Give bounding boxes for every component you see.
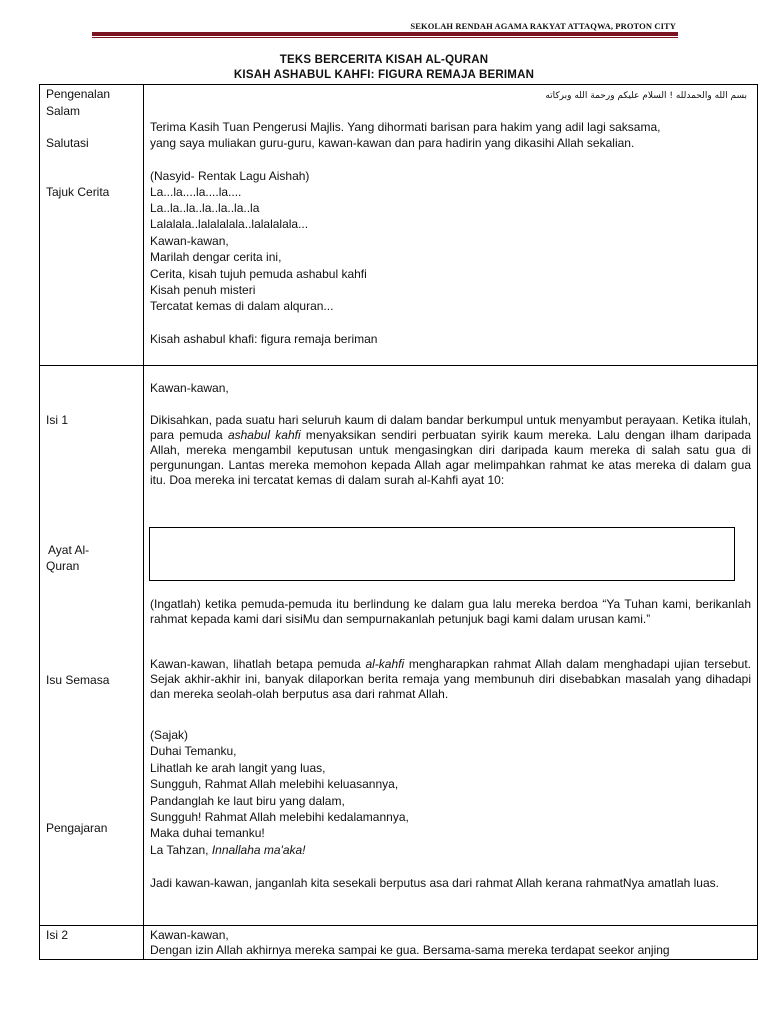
- section-content-intro: [144, 85, 758, 366]
- label-tajuk-cerita: Tajuk Cerita: [46, 185, 110, 199]
- nasyid-line: La..la..la..la..la..la..la: [150, 201, 260, 215]
- sajak-emphasis: Innallaha ma'aka!: [211, 843, 306, 857]
- label-salam: Salam: [46, 104, 81, 118]
- sajak-line: Duhai Temanku,: [150, 744, 237, 758]
- section-labels-isi2: [40, 926, 144, 960]
- sajak-text: La Tahzan,: [150, 843, 212, 857]
- ayat-quran-box: [149, 527, 735, 581]
- isu-semasa-paragraph: [150, 657, 751, 702]
- ayat-translation: (Ingatlah) ketika pemuda-pemuda itu berlindung ke dalam gua lalu mereka berdoa “Ya Tuhan kami, berikanlah rahmat kepada kami dari sisiMu dan sempurnakanlah petunjuk bagi kami dalam urusan kami.”: [150, 597, 751, 626]
- isu-text: Kawan-kawan, lihatlah betapa pemuda: [150, 657, 366, 671]
- salam-arabic: بسم الله والحمدلله ! السلام عليكم ورحمة الله وبركاته: [545, 91, 747, 101]
- greeting-line: Kawan-kawan,: [150, 381, 229, 395]
- sajak-line: [150, 843, 306, 858]
- story-script-table: [39, 84, 758, 960]
- label-salutasi: Salutasi: [46, 136, 89, 150]
- section-labels-isi1: [40, 366, 144, 926]
- nasyid-line: Kisah penuh misteri: [150, 283, 256, 297]
- nasyid-line: Cerita, kisah tujuh pemuda ashabul kahfi: [150, 267, 367, 281]
- nasyid-line: La...la....la....la....: [150, 185, 242, 199]
- nasyid-line: Tercatat kemas di dalam alquran...: [150, 299, 334, 313]
- sajak-line: Maka duhai temanku!: [150, 826, 265, 840]
- label-ayat-al-quran: Ayat Al-: [48, 543, 90, 557]
- narrative-text: menyaksikan sendiri perbuatan syirik kaum mereka. Lalu dengan ilham daripada Allah, mereka mengambil keputusan untuk mengasingkan diri daripada kaum mereka di salah satu gua di pergunungan. Lantas mereka memohon kepada Allah agar melimpahkan rahmat ke atas mereka di dalam gua itu. Doa mereka ini tercatat kemas di dalam surah al-Kahfi ayat 10:: [150, 428, 751, 487]
- isu-text: mengharapkan rahmat Allah dalam menghadapi ujian tersebut. Sejak akhir-akhir ini, banyak dilaporkan berita remaja yang membunuh diri disebabkan masalah yang dihadapi dan mereka seolah-olah berputus asa dari rahmat Allah.: [150, 657, 752, 701]
- label-pengajaran: Pengajaran: [46, 821, 108, 835]
- narrative-line: Dengan izin Allah akhirnya mereka sampai ke gua. Bersama-sama mereka terdapat seekor anjing: [150, 943, 670, 957]
- salutasi-line: Terima Kasih Tuan Pengerusi Majlis. Yang dihormati barisan para hakim yang adil lagi saksama,: [150, 120, 661, 134]
- narrative-paragraph: [150, 413, 751, 488]
- label-isi-1: Isi 1: [46, 413, 69, 427]
- table-row-isi2: [40, 926, 758, 960]
- narrative-emphasis: ashabul kahfi: [227, 428, 301, 442]
- sajak-line: Sungguh! Rahmat Allah melebihi kedalamannya,: [150, 810, 409, 824]
- greeting-line: Kawan-kawan,: [150, 928, 229, 942]
- story-tagline: Kisah ashabul khafi: figura remaja beriman: [150, 332, 378, 346]
- isu-emphasis: al-kahfi: [365, 657, 405, 671]
- header-rule-thick: [92, 32, 678, 36]
- salutasi-line: yang saya muliakan guru-guru, kawan-kawan dan para hadirin yang dikasihi Allah sekalian.: [150, 136, 635, 150]
- nasyid-line: Marilah dengar cerita ini,: [150, 250, 282, 264]
- document-subtitle: KISAH ASHABUL KAHFI: FIGURA REMAJA BERIMAN: [233, 69, 535, 81]
- pengajaran-closing: Jadi kawan-kawan, janganlah kita sesekali berputus asa dari rahmat Allah kerana rahmatNya amatlah luas.: [150, 876, 719, 890]
- header-rule-thin: [92, 37, 678, 38]
- label-ayat-al-quran: Quran: [46, 559, 80, 573]
- label-isu-semasa: Isu Semasa: [46, 673, 110, 687]
- sajak-line: (Sajak): [150, 728, 189, 742]
- document-title: TEKS BERCERITA KISAH AL-QURAN: [279, 54, 489, 66]
- nasyid-line: (Nasyid- Rentak Lagu Aishah): [150, 169, 310, 183]
- table-row-intro: [40, 85, 758, 366]
- section-labels-intro: [40, 85, 144, 366]
- narrative-text: Dikisahkan, pada suatu hari seluruh kaum di dalam bandar berkumpul untuk menyambut perayaan. Ketika itulah, para pemuda: [150, 413, 751, 442]
- table-row-isi1: [40, 366, 758, 926]
- section-content-isi2: [144, 926, 758, 960]
- school-name-header: SEKOLAH RENDAH AGAMA RAKYAT ATTAQWA, PROTON CITY: [410, 21, 676, 31]
- section-content-isi1: [144, 366, 758, 926]
- sajak-line: Sungguh, Rahmat Allah melebihi keluasannya,: [150, 777, 399, 791]
- label-isi-2: Isi 2: [46, 928, 69, 942]
- label-pengenalan: Pengenalan: [46, 87, 111, 101]
- nasyid-line: Kawan-kawan,: [150, 234, 229, 248]
- nasyid-line: Lalalala..lalalalala..lalalalala...: [150, 217, 309, 231]
- sajak-line: Pandanglah ke laut biru yang dalam,: [150, 794, 345, 808]
- sajak-line: Lihatlah ke arah langit yang luas,: [150, 761, 326, 775]
